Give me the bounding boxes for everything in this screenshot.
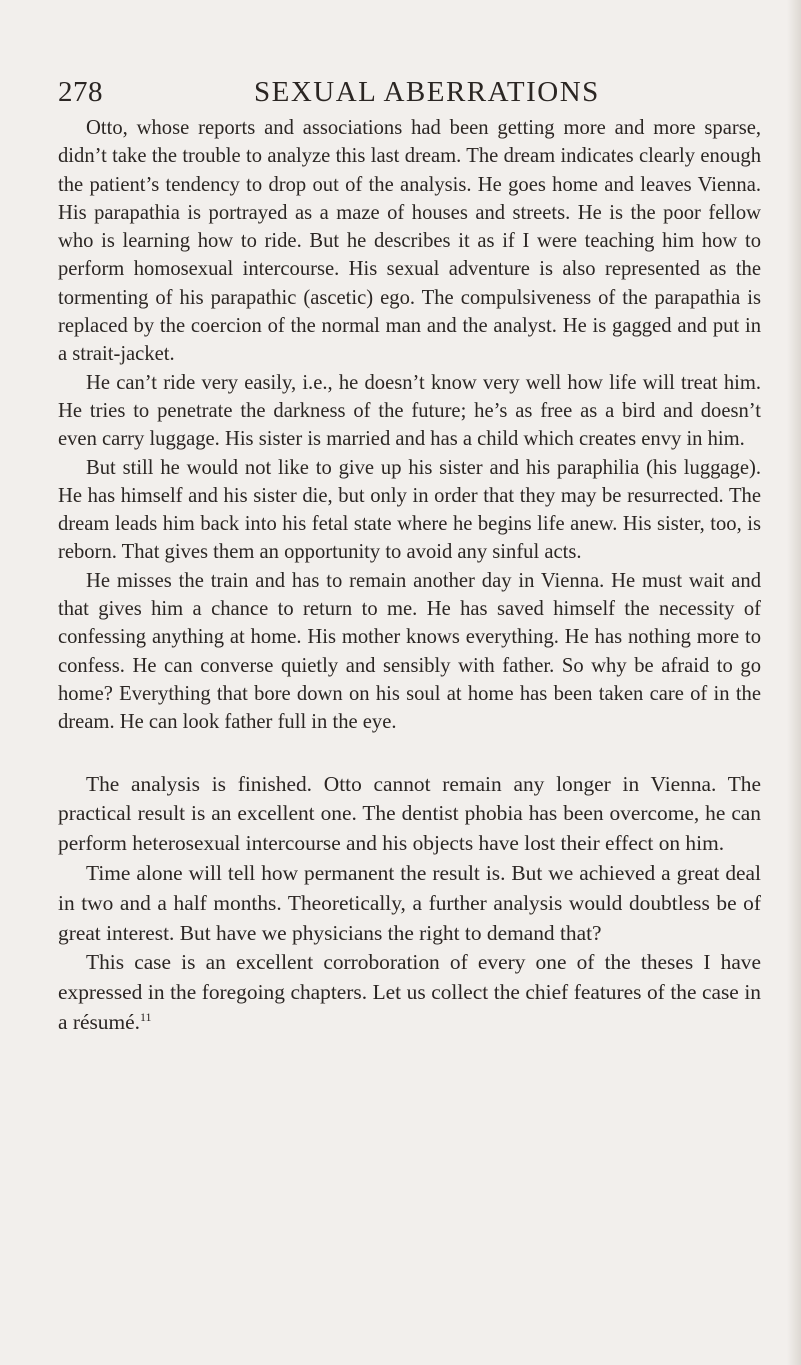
paragraph: He misses the train and has to remain another day in Vienna. He must wait and that gives him a chance to return to me. He has saved himself the necessity of confessing anything at home. His mother knows everything. He has nothing more to confess. He can converse quietly and sensibly with father. So why be afraid to go home? Everything that bore down on his soul at home has been taken care of in the dream. He can look father full in the eye.: [58, 569, 761, 734]
page-number: 278: [58, 76, 103, 108]
body-text: [58, 114, 761, 1038]
paragraph: Otto, whose reports and associations had been getting more and more sparse, didn’t take the trouble to analyze this last dream. The dream indicates clearly enough the patient’s tendency to drop out of the analysis. He goes home and leaves Vienna. His parapathia is portrayed as a maze of houses and streets. He is the poor fellow who is learning how to ride. But he describes it as if I were teaching him how to perform homosexual intercourse. His sexual adventure is also represented as the tormenting of his parapathic (ascetic) ego. The compulsiveness of the parapathia is replaced by the coercion of the normal man and the analyst. He is gagged and put in a strait-jacket.: [58, 117, 761, 366]
page-edge-shadow: [787, 0, 801, 1365]
final-paragraph-text: This case is an excellent corroboration of every one of the theses I have expressed in the foregoing chapters. Let us collect the chief features of the case in a résumé.: [58, 950, 761, 1034]
page-header: [58, 76, 758, 116]
paragraph: But still he would not like to give up his sister and his paraphilia (his luggage). He has himself and his sister die, but only in order that they may be resurrected. The dream leads him back into his fetal state where he begins life anew. His sister, too, is reborn. That gives them an opportunity to avoid any sinful acts.: [58, 456, 761, 564]
paragraph: He can’t ride very easily, i.e., he doesn’t know very well how life will treat him. He tries to penetrate the darkness of the future; he’s as free as a bird and doesn’t even carry luggage. His sister is married and has a child which creates envy in him.: [58, 371, 761, 451]
final-paragraph: [58, 948, 761, 1037]
footnote-reference: 11: [139, 1009, 152, 1024]
conclusion-paragraph: The analysis is finished. Otto cannot remain any longer in Vienna. The practical result is an excellent one. The dentist phobia has been overcome, he can perform heterosexual intercourse and his objects have lost their effect on him.: [58, 771, 761, 856]
running-head: SEXUAL ABERRATIONS: [254, 76, 600, 108]
conclusion-paragraph: Time alone will tell how permanent the result is. But we achieved a great deal in two and a half months. Theoretically, a further analysis would doubtless be of great interest. But have we physicians the right to demand that?: [58, 860, 761, 945]
